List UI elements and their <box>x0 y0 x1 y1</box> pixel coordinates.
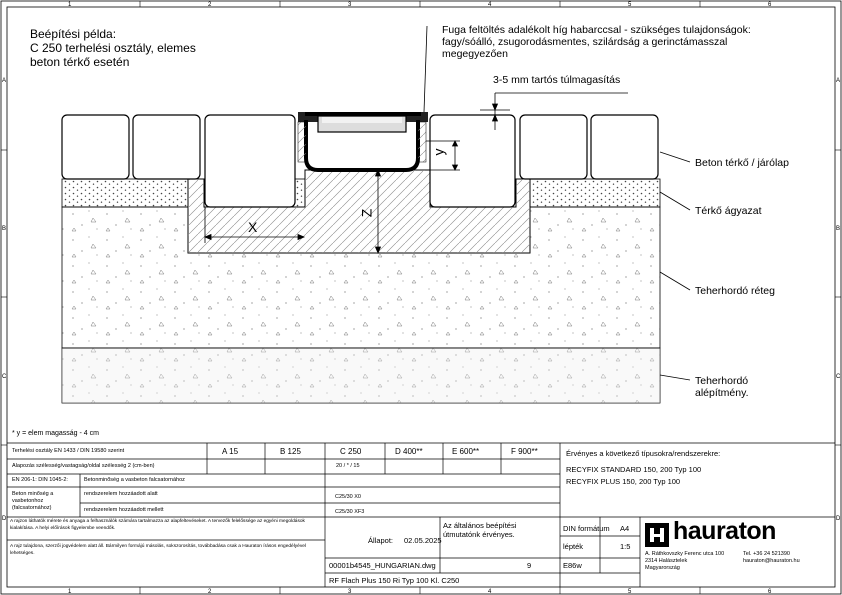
drawing-title-line: beton térkő esetén <box>30 55 130 69</box>
contact-line: hauraton@hauraton.hu <box>743 558 800 564</box>
drawing-name: RF Flach Plus 150 Ri Typ 100 Kl. C250 <box>329 576 460 585</box>
address-line: A. Ráthkovszky Ferenc utca 100 <box>645 551 725 557</box>
load-class-header: Terhelési osztály EN 1433 / DIN 19580 szerint <box>12 448 125 454</box>
load-class-e600: E 600** <box>452 447 480 456</box>
col-number: 3 <box>348 2 352 8</box>
row-letter: D <box>2 516 7 522</box>
general-install-note: Az általános beépítési útmutatónk érvényes. <box>443 521 517 539</box>
row-letter: C <box>836 374 841 380</box>
file-name: 00001b4545_HUNGARIAN.dwg <box>329 561 436 570</box>
status-date: 02.05.2025 <box>404 536 442 545</box>
row-letter: B <box>836 226 841 232</box>
sheet-number: 9 <box>527 561 532 570</box>
fuga-note-line: megegyezően <box>442 48 508 60</box>
dimension-y-label: y <box>430 148 447 156</box>
col-number: 3 <box>348 589 352 595</box>
row-letter: D <box>836 516 841 522</box>
status-label: Állapot: <box>368 536 394 545</box>
col-number: 4 <box>488 2 492 8</box>
col-number: 1 <box>68 589 72 595</box>
product-line: RECYFIX STANDARD 150, 200 Typ 100 <box>566 465 702 474</box>
drawing-title-line: C 250 terhelési osztály, elemes <box>30 41 196 55</box>
scale-label: lépték <box>563 542 584 551</box>
col-number: 5 <box>628 2 632 8</box>
col-number: 1 <box>68 2 72 8</box>
scale-value: 1:5 <box>620 542 631 551</box>
col-number: 6 <box>768 589 772 595</box>
load-class-b125: B 125 <box>280 447 301 456</box>
concrete-quality-heading: Betonminőség a vasbeton falcsatornához <box>84 477 185 483</box>
row-letter: B <box>2 226 7 232</box>
hauraton-logo-mark <box>645 523 669 547</box>
row-letter: C <box>2 374 7 380</box>
layer-label-paving: Beton térkő / járólap <box>695 157 789 169</box>
concrete-value-xf3: C25/30 XF3 <box>335 509 365 515</box>
layer-label-subbase: Teherhordó alépítmény. <box>695 375 749 399</box>
col-number: 6 <box>768 2 772 8</box>
foundation-dimensions-value: 20 / * / 15 <box>336 463 360 469</box>
layer-label-bedding: Térkő ágyazat <box>695 205 762 217</box>
company-contact <box>743 551 800 565</box>
foundation-dimensions-label: Alapozás szélesség/vastagság/oldal szélesség 2 (cm-ben) <box>12 463 155 469</box>
disclaimer-copyright: A rajz tulajdona, szerzői jogvédelem alatt áll. Bármilyen formájú másolás, sokszorosítás, továbbadása csak a Hauraton írásos engedélyével lehetséges. <box>10 544 306 556</box>
drawing-title <box>30 27 260 69</box>
dimension-x-label: X <box>248 219 258 235</box>
row-letter: A <box>2 78 7 84</box>
din-format-value: A4 <box>620 524 630 533</box>
standard-codes: EN 206-1: DIN 1045-2: <box>12 477 68 483</box>
fuga-note-line: Fuga feltöltés adalékolt híg habarccsal - szükséges tulajdonságok: <box>442 24 751 36</box>
drainage-channel <box>298 112 428 170</box>
concrete-quality-label: Beton minőség a vasbetonhoz (falcsatornához) <box>12 491 54 511</box>
company-address <box>645 551 724 572</box>
load-class-a15: A 15 <box>222 447 239 456</box>
col-number: 2 <box>208 2 212 8</box>
validity-title: Érvényes a következő típusokra/rendszerekre: <box>566 449 721 458</box>
load-class-c250: C 250 <box>340 447 362 456</box>
col-number: 2 <box>208 589 212 595</box>
drawing-code: E86w <box>563 561 582 570</box>
fuga-note-line: fagy/sóálló, zsugorodásmentes, szilárdság a gerinctámasszal <box>442 36 728 48</box>
concrete-row-beside: rendszerelem hozzáadott mellett <box>84 507 164 513</box>
layer-label-base: Teherhordó réteg <box>695 285 775 297</box>
col-number: 5 <box>628 589 632 595</box>
contact-line: Tel. +36 24 521390 <box>743 551 790 557</box>
din-format-label: DIN formátum <box>563 524 610 533</box>
concrete-row-below: rendszerelem hozzáadott alatt <box>84 491 158 497</box>
company-logo-text: hauraton <box>673 517 776 545</box>
load-class-f900: F 900** <box>511 447 538 456</box>
footnote: * y = elem magasság - 4 cm <box>12 430 99 437</box>
load-class-d400: D 400** <box>395 447 423 456</box>
product-line: RECYFIX PLUS 150, 200 Typ 100 <box>566 477 681 486</box>
overheight-note: 3-5 mm tartós túlmagasítás <box>493 74 621 86</box>
col-number: 4 <box>488 589 492 595</box>
row-letter: A <box>836 78 841 84</box>
disclaimer-design: A rajzon láthatók mérete és anyaga a felhasználók számára tartalmazza az alapfeltevéseket. A tervezők felelőssége az egyéni megoldások kialakítása. A helyi előírások figyelembe veendők. <box>10 519 305 531</box>
fuga-note <box>442 24 751 60</box>
concrete-value-x0: C25/30 X0 <box>335 494 361 500</box>
address-line: Magyarország <box>645 565 680 571</box>
dimension-z-label: Z <box>358 208 375 218</box>
address-line: 2314 Halásztelek <box>645 558 688 564</box>
drawing-title-line: Beépítési példa: <box>30 27 117 41</box>
